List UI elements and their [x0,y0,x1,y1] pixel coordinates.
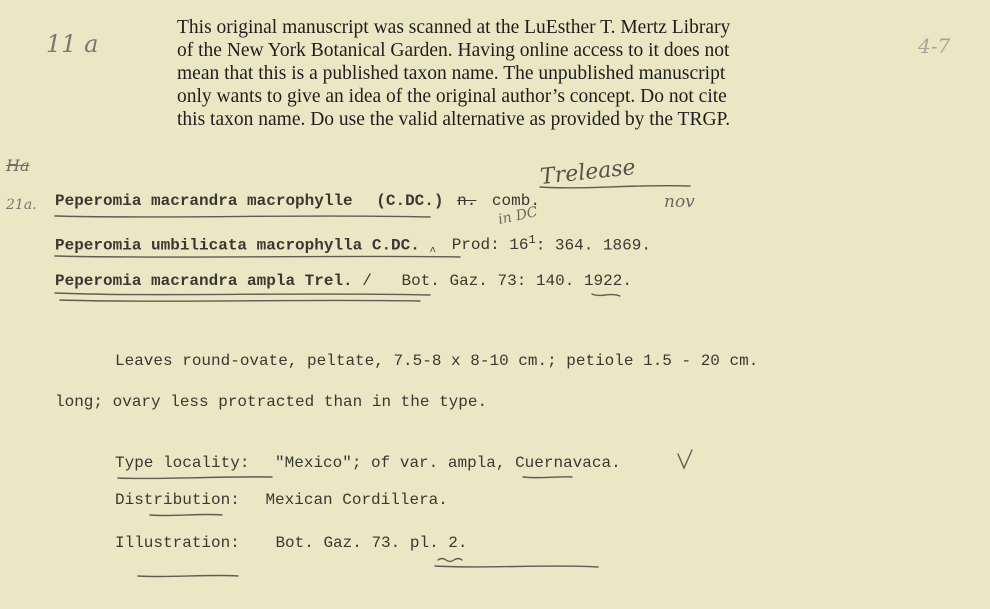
volume-superscript: 1 [528,233,536,247]
underline-name-3 [55,293,430,295]
illustration-underline [138,575,238,576]
type-locality-label: Type locality: [115,454,250,472]
cuernavaca-check [678,450,692,468]
notice-line: only wants to give an idea of the original author’s concept. Do not cite [177,86,727,107]
handwritten-slash: / [362,272,372,290]
distribution-label: Distribution: [115,491,240,509]
notice-line: this taxon name. Do use the valid alternative as provided by the TRGP. [177,109,731,130]
underline-name-3b [60,300,420,301]
taxon-status: comb. [491,192,540,210]
notice-line: of the New York Botanical Garden. Having online access to it does not [177,40,730,61]
basionym-citation: : 364. 1869. [535,236,651,255]
taxon-authority: (C.DC.) [376,192,444,210]
plate-underline [435,566,598,567]
underline-name-2 [55,256,460,257]
volume-underline [592,294,620,296]
handwritten-page-number: 11 a [46,30,99,58]
trelease-underline [540,186,690,188]
handwritten-margin-number: 21a. [6,197,37,213]
distribution-value: Mexican Cordillera. [265,491,448,509]
synonym-name: Peperomia macrandra ampla Trel. [55,272,353,290]
type-locality-underline [118,477,272,479]
handwritten-in-dc: in DC [496,204,540,228]
notice-line: This original manuscript was scanned at the LuEsther T. Mertz Library [177,17,731,38]
underline-name-1 [55,216,430,217]
taxon-name: Peperomia macrandra macrophylle [55,192,353,210]
synonym-citation: Bot. Gaz. 73: 140. 1922. [401,272,632,290]
handwritten-nov: nov [664,192,695,212]
basionym-name: Peperomia umbilicata macrophylla C.DC. [55,236,420,255]
description-line-1: Leaves round-ovate, peltate, 7.5-8 x 8-10 cm.; petiole 1.5 - 20 cm. [115,352,759,370]
type-locality-value: "Mexico"; of var. ampla, Cuernavaca. [275,454,621,472]
struck-text: n. [457,192,477,210]
basionym-reference: Prod: 16 [451,236,529,255]
handwritten-corner-note: 4-7 [918,34,951,58]
description-line-2: long; ovary less protracted than in the type. [55,393,488,411]
distribution-underline [150,514,222,515]
plate-squiggle [438,559,462,562]
insertion-caret: ^ [429,246,437,259]
notice-line: mean that this is a published taxon name. The unpublished manuscript [177,63,726,84]
handwritten-trelease: Trelease [538,155,637,190]
illustration-label: Illustration: [115,534,240,552]
ampla-underline [523,477,572,478]
illustration-value: Bot. Gaz. 73. pl. 2. [275,534,468,552]
handwritten-margin-note: Ha [6,156,30,175]
